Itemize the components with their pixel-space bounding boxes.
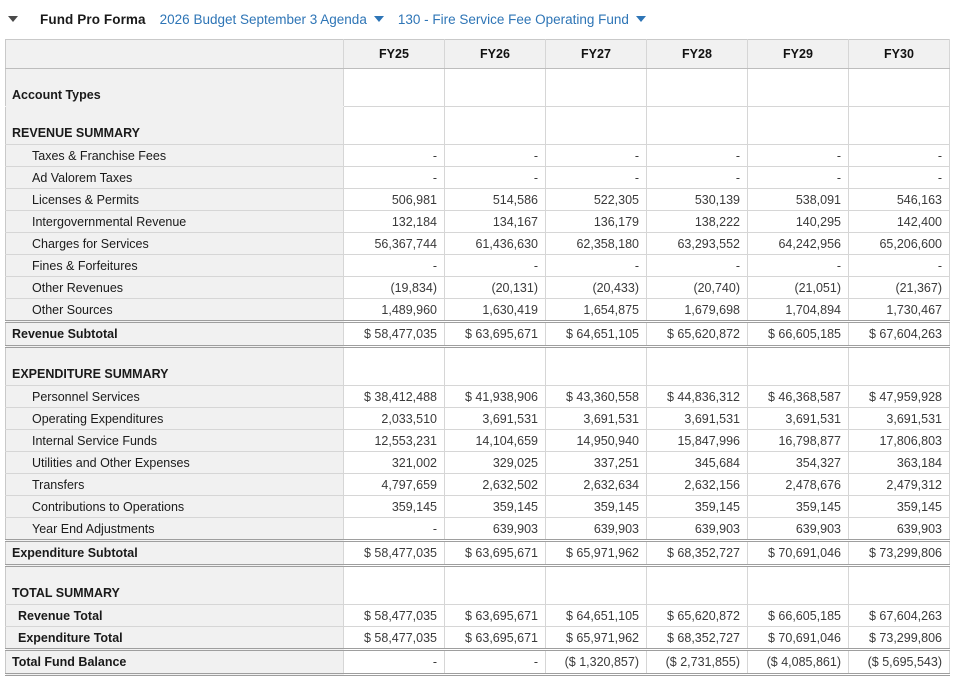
- cell-value: [344, 566, 445, 605]
- cell-value: -: [748, 145, 849, 167]
- collapse-arrow-icon[interactable]: [8, 16, 18, 22]
- row-label: Internal Service Funds: [6, 430, 344, 452]
- cell-value: 140,295: [748, 211, 849, 233]
- cell-value: 639,903: [748, 518, 849, 541]
- cell-value: [647, 566, 748, 605]
- table-row: [6, 277, 950, 299]
- cell-value: ($ 1,320,857): [546, 650, 647, 675]
- pro-forma-table: [5, 39, 950, 676]
- cell-value: [849, 107, 950, 145]
- cell-value: 14,950,940: [546, 430, 647, 452]
- table-row: [6, 211, 950, 233]
- cell-value: [647, 347, 748, 386]
- cell-value: 1,730,467: [849, 299, 950, 322]
- row-label: Fines & Forfeitures: [6, 255, 344, 277]
- cell-value: -: [849, 145, 950, 167]
- cell-value: -: [849, 255, 950, 277]
- cell-value: [445, 566, 546, 605]
- table-row: [6, 496, 950, 518]
- cell-value: -: [344, 518, 445, 541]
- cell-value: 17,806,803: [849, 430, 950, 452]
- table-row: [6, 541, 950, 566]
- cell-value: [647, 107, 748, 145]
- table-header-row: [6, 40, 950, 69]
- cell-value: $ 63,695,671: [445, 627, 546, 650]
- cell-value: $ 47,959,928: [849, 386, 950, 408]
- cell-value: -: [344, 255, 445, 277]
- chevron-down-icon: [374, 16, 384, 22]
- row-label: Other Revenues: [6, 277, 344, 299]
- cell-value: 2,478,676: [748, 474, 849, 496]
- cell-value: [546, 347, 647, 386]
- cell-value: $ 64,651,105: [546, 322, 647, 347]
- row-label: REVENUE SUMMARY: [6, 107, 344, 145]
- cell-value: -: [445, 255, 546, 277]
- fund-dropdown-label: 130 - Fire Service Fee Operating Fund: [397, 11, 629, 27]
- row-label: Other Sources: [6, 299, 344, 322]
- table-row: [6, 386, 950, 408]
- cell-value: [849, 347, 950, 386]
- cell-value: $ 65,620,872: [647, 605, 748, 627]
- cell-value: $ 68,352,727: [647, 541, 748, 566]
- cell-value: 3,691,531: [445, 408, 546, 430]
- cell-value: 63,293,552: [647, 233, 748, 255]
- cell-value: 65,206,600: [849, 233, 950, 255]
- table-row: [6, 430, 950, 452]
- row-label: Total Fund Balance: [6, 650, 344, 675]
- cell-value: $ 43,360,558: [546, 386, 647, 408]
- cell-value: -: [546, 255, 647, 277]
- table-row: [6, 145, 950, 167]
- cell-value: 1,654,875: [546, 299, 647, 322]
- column-header: FY28: [647, 40, 748, 69]
- cell-value: 359,145: [344, 496, 445, 518]
- row-label: Year End Adjustments: [6, 518, 344, 541]
- cell-value: 2,033,510: [344, 408, 445, 430]
- cell-value: -: [445, 650, 546, 675]
- cell-value: $ 63,695,671: [445, 322, 546, 347]
- row-label: Utilities and Other Expenses: [6, 452, 344, 474]
- page-title: Fund Pro Forma: [40, 11, 146, 27]
- cell-value: $ 67,604,263: [849, 322, 950, 347]
- row-label: Expenditure Total: [6, 627, 344, 650]
- row-label: TOTAL SUMMARY: [6, 566, 344, 605]
- column-header: FY30: [849, 40, 950, 69]
- table-row: [6, 167, 950, 189]
- cell-value: 4,797,659: [344, 474, 445, 496]
- cell-value: $ 70,691,046: [748, 627, 849, 650]
- cell-value: $ 65,971,962: [546, 627, 647, 650]
- cell-value: [647, 69, 748, 107]
- cell-value: 359,145: [748, 496, 849, 518]
- cell-value: $ 46,368,587: [748, 386, 849, 408]
- table-row: [6, 452, 950, 474]
- cell-value: ($ 2,731,855): [647, 650, 748, 675]
- cell-value: 12,553,231: [344, 430, 445, 452]
- table-row: [6, 627, 950, 650]
- pro-forma-table-body: [6, 69, 950, 675]
- cell-value: -: [344, 167, 445, 189]
- cell-value: 514,586: [445, 189, 546, 211]
- cell-value: $ 65,971,962: [546, 541, 647, 566]
- toolbar: [0, 0, 957, 32]
- row-label: EXPENDITURE SUMMARY: [6, 347, 344, 386]
- table-row: [6, 299, 950, 322]
- chevron-down-icon: [636, 16, 646, 22]
- cell-value: 2,632,634: [546, 474, 647, 496]
- cell-value: 538,091: [748, 189, 849, 211]
- cell-value: [748, 69, 849, 107]
- table-row: [6, 347, 950, 386]
- cell-value: 345,684: [647, 452, 748, 474]
- table-row: [6, 408, 950, 430]
- cell-value: 3,691,531: [647, 408, 748, 430]
- cell-value: (20,131): [445, 277, 546, 299]
- cell-value: 64,242,956: [748, 233, 849, 255]
- cell-value: (20,740): [647, 277, 748, 299]
- column-header-blank: [6, 40, 344, 69]
- cell-value: 132,184: [344, 211, 445, 233]
- cell-value: -: [647, 145, 748, 167]
- cell-value: ($ 5,695,543): [849, 650, 950, 675]
- cell-value: 142,400: [849, 211, 950, 233]
- cell-value: $ 63,695,671: [445, 605, 546, 627]
- cell-value: 639,903: [647, 518, 748, 541]
- cell-value: [748, 107, 849, 145]
- cell-value: $ 58,477,035: [344, 322, 445, 347]
- cell-value: 337,251: [546, 452, 647, 474]
- row-label: Account Types: [6, 69, 344, 107]
- cell-value: -: [445, 167, 546, 189]
- cell-value: -: [344, 650, 445, 675]
- cell-value: $ 66,605,185: [748, 605, 849, 627]
- cell-value: $ 63,695,671: [445, 541, 546, 566]
- cell-value: $ 44,836,312: [647, 386, 748, 408]
- cell-value: -: [546, 145, 647, 167]
- cell-value: 329,025: [445, 452, 546, 474]
- cell-value: 354,327: [748, 452, 849, 474]
- cell-value: 3,691,531: [849, 408, 950, 430]
- cell-value: [344, 107, 445, 145]
- cell-value: -: [748, 167, 849, 189]
- cell-value: 56,367,744: [344, 233, 445, 255]
- cell-value: -: [748, 255, 849, 277]
- cell-value: 530,139: [647, 189, 748, 211]
- cell-value: $ 65,620,872: [647, 322, 748, 347]
- cell-value: 1,630,419: [445, 299, 546, 322]
- cell-value: $ 41,938,906: [445, 386, 546, 408]
- cell-value: 546,163: [849, 189, 950, 211]
- cell-value: 321,002: [344, 452, 445, 474]
- column-header: FY27: [546, 40, 647, 69]
- row-label: Transfers: [6, 474, 344, 496]
- cell-value: -: [647, 167, 748, 189]
- cell-value: 2,632,502: [445, 474, 546, 496]
- row-label: Expenditure Subtotal: [6, 541, 344, 566]
- cell-value: 14,104,659: [445, 430, 546, 452]
- cell-value: 15,847,996: [647, 430, 748, 452]
- table-row: [6, 650, 950, 675]
- cell-value: 1,679,698: [647, 299, 748, 322]
- fund-dropdown[interactable]: [398, 12, 646, 27]
- table-row: [6, 255, 950, 277]
- budget-dropdown[interactable]: [160, 12, 384, 27]
- cell-value: 359,145: [849, 496, 950, 518]
- row-label: Revenue Subtotal: [6, 322, 344, 347]
- row-label: Licenses & Permits: [6, 189, 344, 211]
- cell-value: -: [546, 167, 647, 189]
- cell-value: 363,184: [849, 452, 950, 474]
- cell-value: $ 68,352,727: [647, 627, 748, 650]
- cell-value: $ 66,605,185: [748, 322, 849, 347]
- cell-value: -: [445, 145, 546, 167]
- cell-value: ($ 4,085,861): [748, 650, 849, 675]
- cell-value: 359,145: [546, 496, 647, 518]
- row-label: Operating Expenditures: [6, 408, 344, 430]
- cell-value: (21,367): [849, 277, 950, 299]
- cell-value: [748, 566, 849, 605]
- table-row: [6, 233, 950, 255]
- table-row: [6, 107, 950, 145]
- table-row: [6, 189, 950, 211]
- row-label: Charges for Services: [6, 233, 344, 255]
- cell-value: 639,903: [445, 518, 546, 541]
- cell-value: 138,222: [647, 211, 748, 233]
- row-label: Revenue Total: [6, 605, 344, 627]
- cell-value: 359,145: [647, 496, 748, 518]
- cell-value: 2,632,156: [647, 474, 748, 496]
- cell-value: 359,145: [445, 496, 546, 518]
- column-header: FY25: [344, 40, 445, 69]
- cell-value: $ 70,691,046: [748, 541, 849, 566]
- cell-value: [344, 69, 445, 107]
- budget-dropdown-label: 2026 Budget September 3 Agenda: [159, 11, 367, 27]
- cell-value: [546, 69, 647, 107]
- table-row: [6, 69, 950, 107]
- cell-value: 136,179: [546, 211, 647, 233]
- table-row: [6, 605, 950, 627]
- table-row: [6, 322, 950, 347]
- cell-value: [344, 347, 445, 386]
- cell-value: 61,436,630: [445, 233, 546, 255]
- cell-value: $ 58,477,035: [344, 605, 445, 627]
- row-label: Contributions to Operations: [6, 496, 344, 518]
- cell-value: [546, 566, 647, 605]
- cell-value: [849, 566, 950, 605]
- cell-value: $ 73,299,806: [849, 627, 950, 650]
- cell-value: 506,981: [344, 189, 445, 211]
- row-label: Ad Valorem Taxes: [6, 167, 344, 189]
- table-row: [6, 474, 950, 496]
- cell-value: $ 58,477,035: [344, 627, 445, 650]
- cell-value: [445, 347, 546, 386]
- cell-value: $ 73,299,806: [849, 541, 950, 566]
- cell-value: 522,305: [546, 189, 647, 211]
- row-label: Intergovernmental Revenue: [6, 211, 344, 233]
- cell-value: 1,489,960: [344, 299, 445, 322]
- cell-value: -: [647, 255, 748, 277]
- cell-value: 62,358,180: [546, 233, 647, 255]
- row-label: Taxes & Franchise Fees: [6, 145, 344, 167]
- cell-value: [546, 107, 647, 145]
- cell-value: 3,691,531: [748, 408, 849, 430]
- cell-value: $ 58,477,035: [344, 541, 445, 566]
- cell-value: 639,903: [849, 518, 950, 541]
- cell-value: -: [849, 167, 950, 189]
- row-label: Personnel Services: [6, 386, 344, 408]
- cell-value: -: [344, 145, 445, 167]
- cell-value: 16,798,877: [748, 430, 849, 452]
- cell-value: 1,704,894: [748, 299, 849, 322]
- cell-value: 639,903: [546, 518, 647, 541]
- cell-value: $ 67,604,263: [849, 605, 950, 627]
- cell-value: [445, 69, 546, 107]
- cell-value: (21,051): [748, 277, 849, 299]
- column-header: FY29: [748, 40, 849, 69]
- column-header: FY26: [445, 40, 546, 69]
- cell-value: (19,834): [344, 277, 445, 299]
- cell-value: [445, 107, 546, 145]
- cell-value: 134,167: [445, 211, 546, 233]
- cell-value: $ 38,412,488: [344, 386, 445, 408]
- cell-value: 2,479,312: [849, 474, 950, 496]
- cell-value: [748, 347, 849, 386]
- cell-value: (20,433): [546, 277, 647, 299]
- cell-value: $ 64,651,105: [546, 605, 647, 627]
- table-row: [6, 566, 950, 605]
- table-row: [6, 518, 950, 541]
- cell-value: [849, 69, 950, 107]
- cell-value: 3,691,531: [546, 408, 647, 430]
